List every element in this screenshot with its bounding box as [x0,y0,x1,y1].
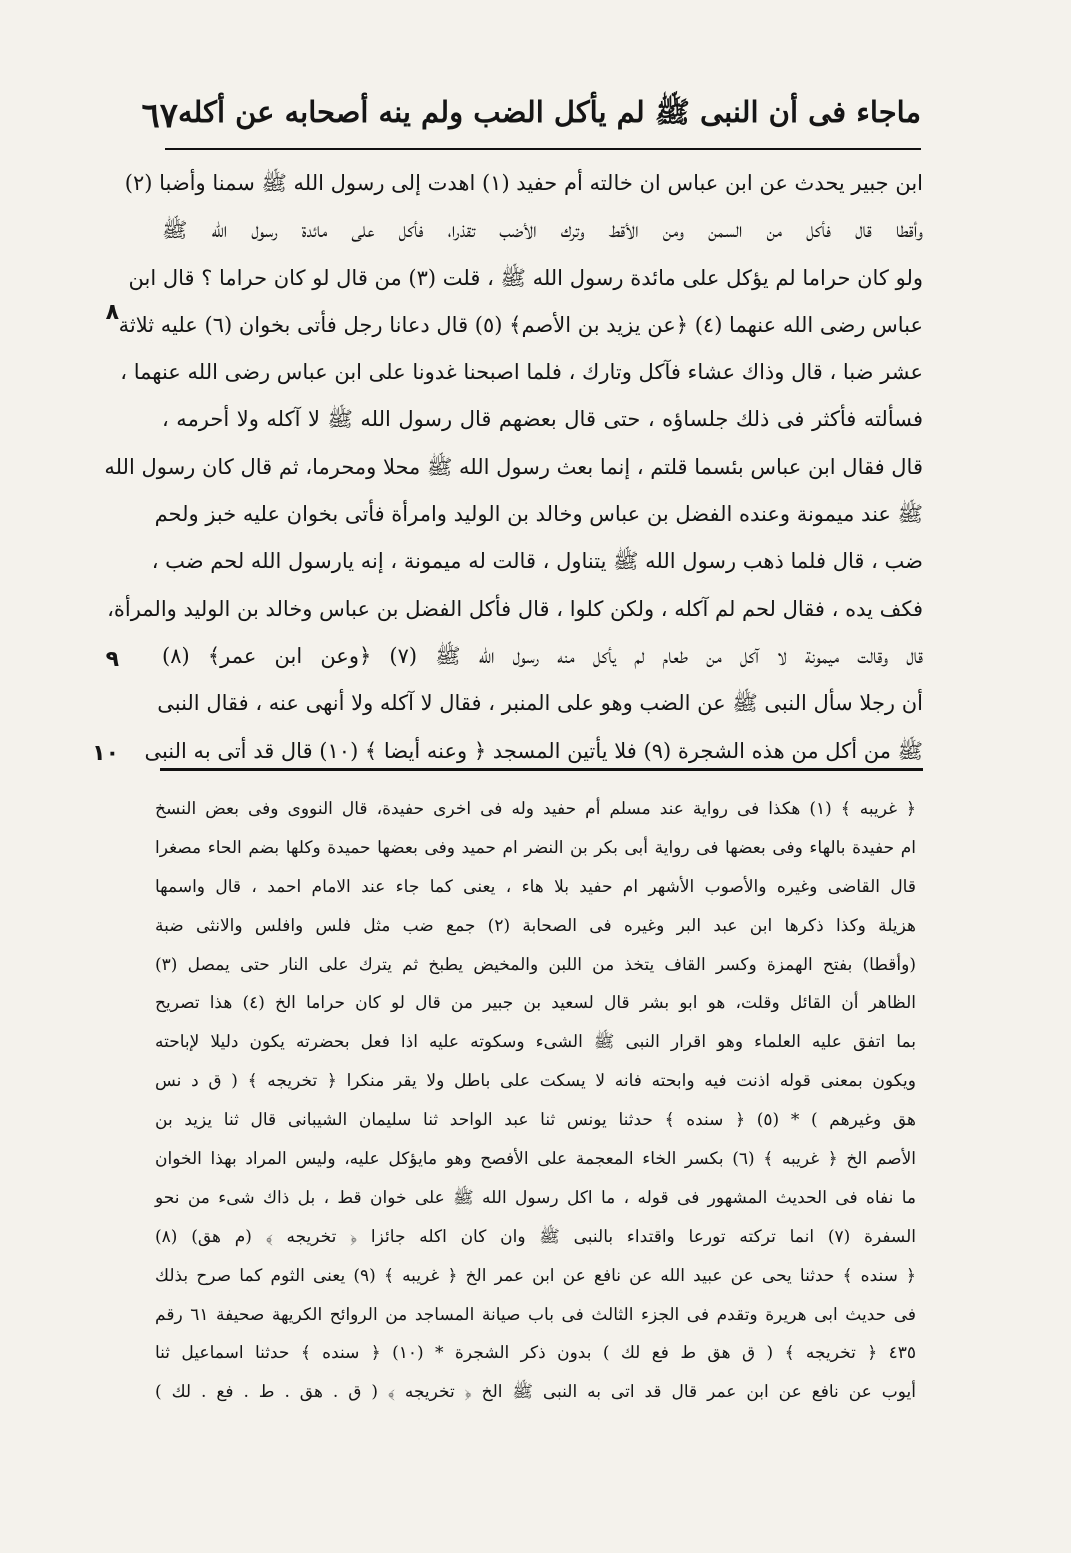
hadith-number-marker: ٩ [105,647,119,672]
main-line: فكف يده ، فقال لحم لم آكله ، ولكن كلوا ، قال فأكل الفضل بن عباس وخالد بن الوليد والمرأة، [107,596,923,621]
page-header [141,92,921,140]
main-line: ابن جبير يحدث عن ابن عباس ان خالته أم حفيد (١) اهدت إلى رسول الله ﷺ سمنا وأضبا (٢) [124,171,923,195]
footnote-line: قال القاضى وغيره والأصوب الأشهر ام حفيد بلا هاء ، يعنى كما جاء عند الامام احمد ، قال واسمها [155,876,916,897]
page-number: ٦٧ [141,96,178,136]
header-rule [165,148,921,150]
main-text [104,160,923,775]
footnote-line: ٤٣٥ ﴿ تخريجه ﴾ ( ق هق ط فع لك ) بدون ذكر الشجرة * (١٠) ﴿ سنده ﴾ حدثنا اسماعيل ثنا [155,1343,916,1364]
footnote-line: الأصم الخ ﴿ غريبه ﴾ (٦) بكسر الخاء المعجمة على الأفصح وهو مايؤكل عليه، وليس المراد بهذا الخوان [155,1149,916,1170]
footnote-line: ويكون بمعنى قوله اذنت فيه وابحته فانه لا يسكت على باطل ولا يقر منكرا ﴿ تخريجه ﴾ ( ق د نس [155,1071,917,1092]
footnote-line: بما اتفق عليه العلماء وهو اقرار النبى ﷺ الشىء وسكوته عليه اذا فعل بحضرته يكون دليلا لإباحته [155,1032,916,1053]
main-line: فسألته فأكثر فى ذلك جلساؤه ، حتى قال بعضهم قال رسول الله ﷺ لا آكله ولا أحرمه ، [162,407,923,432]
hadith-number-marker: ١٠ [92,741,119,766]
hadith-number-marker: ٨ [105,300,119,325]
footnote-line: ﴿ غريبه ﴾ (١) هكذا فى رواية عند مسلم أم حفيد وله فى اخرى حفيدة، قال النووى وفى بعض النسخ [155,799,916,819]
main-line: أن رجلا سأل النبى ﷺ عن الضب وهو على المنبر ، فقال لا آكله ولا أنهى عنه ، فقال النبى [157,691,923,716]
main-line: ﷺ عند ميمونة وعنده الفضل بن عباس وخالد بن الوليد وامرأة فأتى بخوان عليه خبز ولحم [154,502,923,527]
footnote-line: ام حفيدة بالهاء وفى بعضها فى رواية أبى بكر بن النضر ام حميد وفى بعضها حميدة وكلها بضم الحاء مصغرا [155,837,916,858]
main-line: ولو كان حراما لم يؤكل على مائدة رسول الله ﷺ ، قلت (٣) من قال لو كان حراما ؟ قال ابن [128,265,923,290]
main-line: عشر ضبا ، قال وذاك عشاء فآكل وتارك ، فلما اصبحنا غدونا على ابن عباس رضى الله عنهما ، [120,360,923,385]
main-line: وأقطا قال فأكل من السمن ومن الأقط وترك الأضب تقذرا، فأكل على مائدة رسول الله ﷺ [162,218,923,243]
main-line: قال وقالت ميمونة لا آكل من طعام لم يأكل منه رسول الله ﷺ (٧) ﴿وعن ابن عمر﴾ (٨) [162,643,923,668]
footnote-line: هق وغيرهم ) * (٥) ﴿ سنده ﴾ حدثنا يونس ثنا عبد الواحد ثنا سليمان الشيبانى قال ثنا يزيد بن [155,1110,916,1131]
footnote-line: السفرة (٧) انما تركته تورعا واقتداء بالنبى ﷺ وان كان اكله جائزا ﴿ تخريجه ﴾ (م هق) (٨) [155,1226,916,1247]
footnote-line: (وأقطا) بفتح الهمزة وكسر القاف يتخذ من اللبن والمخيض يطبخ ثم يترك على النار حتى يمصل (٣) [155,954,916,975]
footnote-line: ﴿ سنده ﴾ حدثنا يحى عن عبيد الله عن نافع عن ابن عمر الخ ﴿ غريبه ﴾ (٩) يعنى الثوم كما صرح بذلك [155,1265,916,1286]
footnote-line: أيوب عن نافع عن ابن عمر قال قد اتى به النبى ﷺ الخ ﴿ تخريجه ﴾ ( ق . هق . ط . فع . لك ) [155,1382,916,1403]
main-line: ضب ، قال فلما ذهب رسول الله ﷺ يتناول ، قالت له ميمونة ، إنه يارسول الله لحم ضب ، [151,549,923,574]
footnote-line: الظاهر أن القائل وقلت، هو ابو بشر قال لسعيد بن جبير من قال لو كان حراما الخ (٤) هذا تصريح [155,993,916,1014]
main-line: ﷺ من أكل من هذه الشجرة (٩) فلا يأتين المسجد ﴿ وعنه أيضا ﴾ (١٠) قال قد أتى به النبى [144,738,923,763]
footnote-rule [160,768,923,771]
main-line: عباس رضى الله عنهما (٤) ﴿عن يزيد بن الأصم﴾ (٥) قال دعانا رجل فأتى بخوان (٦) عليه ثلاثة [118,312,923,337]
footnote-line: هزيلة وكذا ذكرها ابن عبد البر وغيره فى الصحابة (٢) جمع ضب مثل فلس وافلس والانثى ضبة [155,915,916,936]
chapter-title: ماجاء فى أن النبى ﷺ لم يأكل الضب ولم ينه أصحابه عن أكله [178,95,921,129]
main-line: قال فقال ابن عباس بئسما قلتم ، إنما بعث رسول الله ﷺ محلا ومحرما، ثم قال كان رسول الله [104,454,923,479]
footnote-line: ما نفاه فى الحديث المشهور فى قوله ، ما اكل رسول الله ﷺ على خوان قط ، بل ذاك شىء من نحو [155,1187,916,1208]
footnote-line: فى حديث ابى هريرة وتقدم فى الجزء الثالث فى باب صيانة المساجد من الروائح الكريهة صحيفة ٦١ رقم [155,1304,916,1325]
footnotes [155,790,916,1412]
